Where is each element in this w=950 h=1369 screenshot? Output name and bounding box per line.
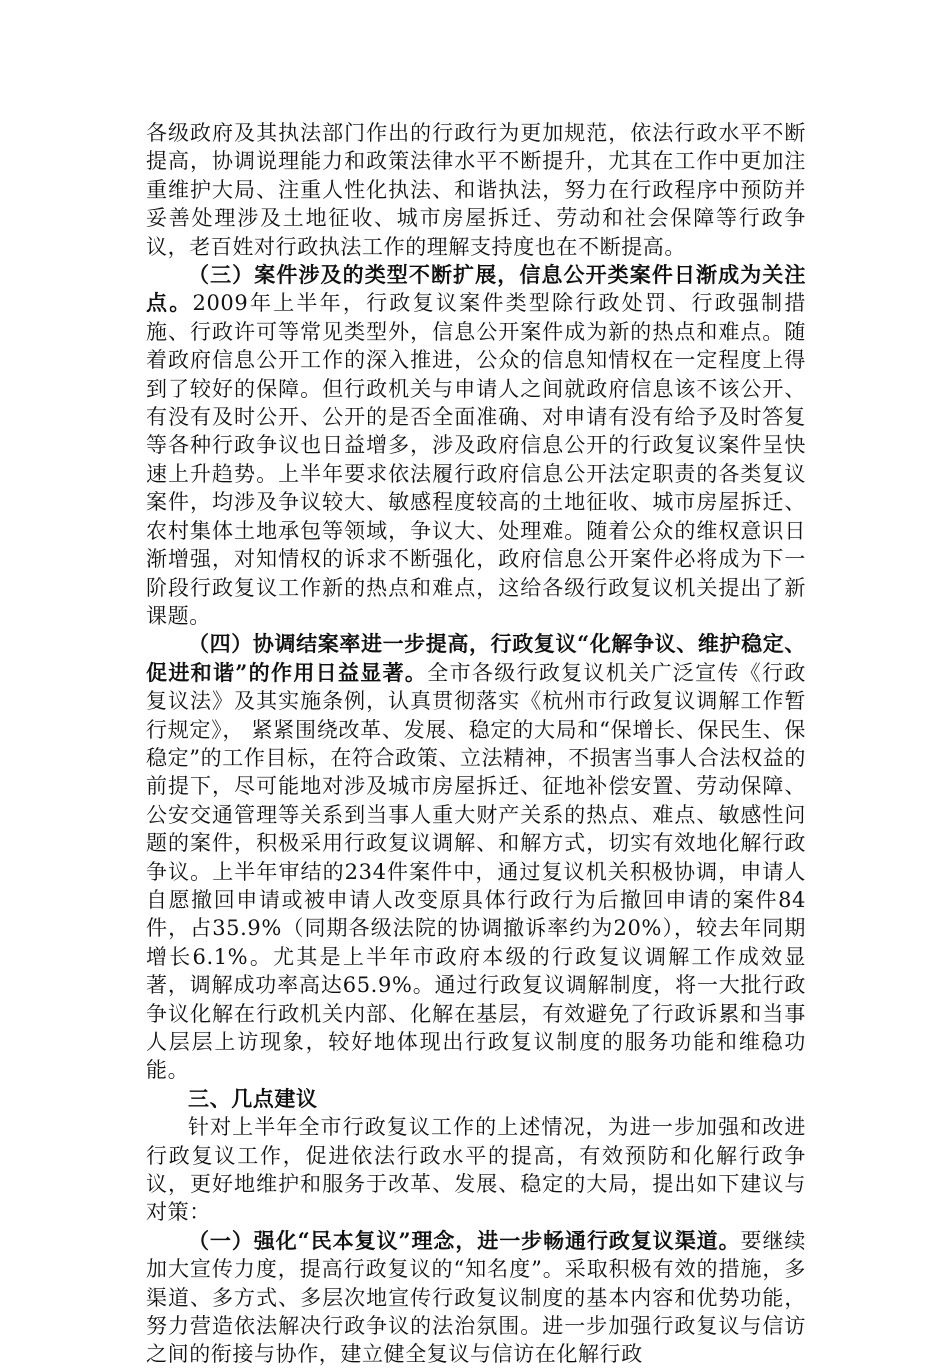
- section-heading-four: （四）协调结案率进一步提高，行政复议“化解争议、维护稳定、促进和谐”的作用日益显著。: [146, 631, 806, 685]
- paragraph-continuation: [146, 119, 806, 261]
- paragraph-case-types: [146, 261, 806, 630]
- paragraph-mediation-rate: [146, 630, 806, 1085]
- paragraph-text: 针对上半年全市行政复议工作的上述情况，为进一步加强和改进行政复议工作，促进依法行政水平的提高，有效预防和化解行政争议，更好地维护和服务于改革、发展、稳定的大局，提出如下建议与对策：: [146, 1115, 806, 1225]
- paragraph-text: 全市各级行政复议机关广泛宣传《行政复议法》及其实施条例，认真贯彻落实《杭州市行政复议调解工作暂行规定》， 紧紧围绕改革、发展、稳定的大局和“保增长、保民生、保稳定”的工作目标，在符合政策、立法精神，不损害当事人合法权益的前提下，尽可能地对涉及城市房屋拆迁、征地补偿安置、劳动保障、公安交通管理等关系到当事人重大财产关系的热点、难点、敏感性问题的案件，积极采用行政复议调解、和解方式，切实有效地化解行政争议。上半年审结的234件案件中，通过复议机关积极协调，申请人自愿撤回申请或被申请人改变原具体行政行为后撤回申请的案件84件，占35.9%（同期各级法院的协调撤诉率约为20%），较去年同期增长6.1%。尤其是上半年市政府本级的行政复议调解工作成效显著，调解成功率高达65.9%。通过行政复议调解制度，将一大批行政争议化解在行政机关内部、化解在基层，有效避免了行政诉累和当事人层层上访现象，较好地体现出行政复议制度的服务功能和维稳功能。: [146, 660, 806, 1083]
- paragraph-suggestion-one: [146, 1227, 806, 1369]
- paragraph-text: 各级政府及其执法部门作出的行政行为更加规范，依法行政水平不断提高，协调说理能力和政策法律水平不断提升，尤其在工作中更加注重维护大局、注重人性化执法、和谐执法，努力在行政程序中预防并妥善处理涉及土地征收、城市房屋拆迁、劳动和社会保障等行政争议，老百姓对行政执法工作的理解支持度也在不断提高。: [146, 121, 806, 259]
- suggestion-heading-one: （一）强化“民本复议”理念，进一步畅通行政复议渠道。: [188, 1227, 741, 1253]
- paragraph-text: 要继续加大宣传力度，提高行政复议的“知名度”。采取积极有效的措施，多渠道、多方式、多层次地宣传行政复议制度的基本内容和优势功能，努力营造依法解决行政争议的法治氛围。进一步加强行政复议与信访之间的衔接与协作，建立健全复议与信访在化解行政: [146, 1228, 806, 1367]
- paragraph-intro-suggestions: [146, 1113, 806, 1227]
- section-heading-three: （三）案件涉及的类型不断扩展，信息公开类案件日渐成为关注点。: [146, 262, 806, 316]
- document-page: [146, 119, 806, 1369]
- paragraph-text: 2009年上半年，行政复议案件类型除行政处罚、行政强制措施、行政许可等常见类型外，信息公开案件成为新的热点和难点。随着政府信息公开工作的深入推进，公众的信息知情权在一定程度上得到了较好的保障。但行政机关与申请人之间就政府信息该不该公开、有没有及时公开、公开的是否全面准确、对申请有没有给予及时答复等各种行政争议也日益增多，涉及政府信息公开的行政复议案件呈快速上升趋势。上半年要求依法履行政府信息公开法定职责的各类复议案件，均涉及争议较大、敏感程度较高的土地征收、城市房屋拆迁、农村集体土地承包等领域，争议大、处理难。随着公众的维权意识日渐增强，对知情权的诉求不断强化，政府信息公开案件必将成为下一阶段行政复议工作新的热点和难点，这给各级行政复议机关提出了新课题。: [146, 291, 806, 628]
- section-title-suggestions: 三、几点建议: [188, 1085, 318, 1111]
